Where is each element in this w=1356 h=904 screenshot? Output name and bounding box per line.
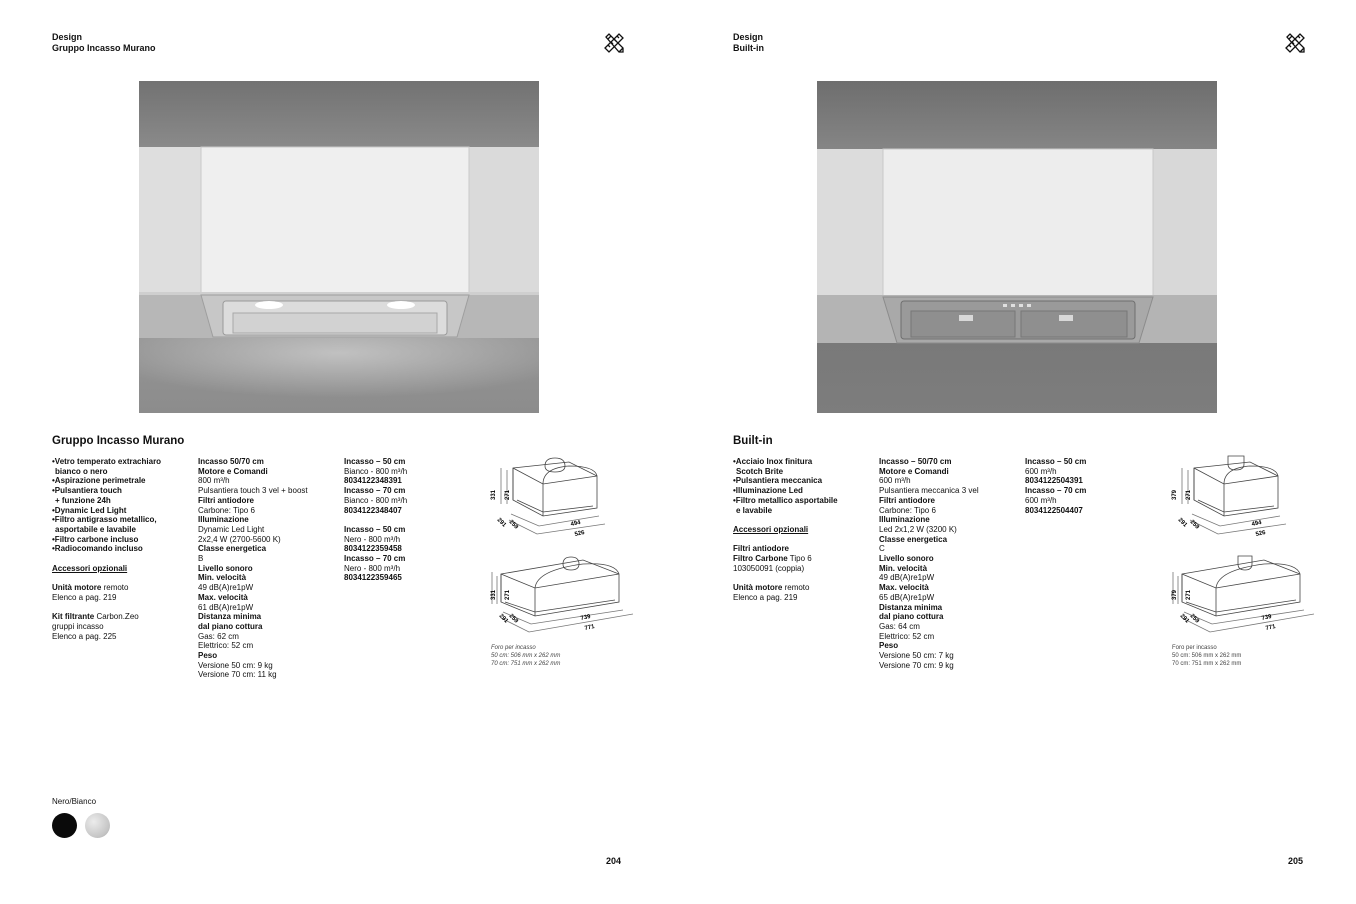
- feature-item: •Filtro carbone incluso: [52, 534, 139, 544]
- spec-value: 49 dB(A)re1pW: [879, 573, 935, 583]
- spec-value: Pulsantiera touch 3 vel + boost: [198, 486, 308, 496]
- accessory-kit-filtrante: Kit filtrante Carbon.Zeo: [52, 612, 139, 622]
- left-specs: [198, 457, 348, 680]
- accessory-unita-motore: Unità motore remoto: [52, 583, 129, 593]
- spec-label: Min. velocità: [879, 563, 928, 573]
- accessori-heading: Accessori opzionali: [52, 563, 128, 573]
- right-header-line2: Built-in: [733, 43, 764, 53]
- pencil-ruler-icon: [603, 32, 625, 54]
- spec-label: Illuminazione: [879, 515, 930, 525]
- spec-value: 61 dB(A)re1pW: [198, 602, 254, 612]
- left-codes: [344, 457, 494, 583]
- dim-height-inner: 271: [505, 589, 511, 600]
- dim-height-inner: 271: [1186, 589, 1192, 600]
- foro-note: [1172, 644, 1241, 668]
- right-features: [733, 457, 883, 603]
- feature-item: •Illuminazione Led: [733, 486, 803, 496]
- feature-item: •Pulsantiera touch: [52, 486, 122, 496]
- spec-value: Elettrico: 52 cm: [198, 641, 254, 651]
- technical-drawing-70cm: [1168, 554, 1318, 636]
- spec-label: Max. velocità: [879, 583, 929, 593]
- product-photo-gruppo-incasso-murano: [139, 81, 539, 413]
- feature-item: •Dynamic Led Light: [52, 505, 127, 515]
- feature-item: •Vetro temperato extrachiaro: [52, 457, 162, 466]
- right-header: [733, 32, 764, 54]
- spec-value: Carbone: Tipo 6: [198, 505, 255, 515]
- dim-width-inner: 494: [570, 520, 582, 528]
- dim-width-outer: 526: [574, 530, 586, 538]
- spec-value: Dynamic Led Light: [198, 524, 265, 534]
- spec-value: Pulsantiera meccanica 3 vel: [879, 486, 979, 496]
- dim-width-inner: 739: [1261, 614, 1273, 622]
- spec-value: 49 dB(A)re1pW: [198, 583, 254, 593]
- dim-height-outer: 379: [1172, 589, 1178, 600]
- dim-depth-outer: 291: [497, 613, 509, 625]
- spec-label: Max. velocità: [198, 592, 248, 602]
- spec-label: Motore e Comandi: [198, 466, 268, 476]
- spec-value: Gas: 62 cm: [198, 631, 239, 641]
- foro-note: [491, 644, 560, 668]
- technical-drawing-50cm: [1168, 454, 1318, 544]
- spec-value: 600 m³/h: [879, 476, 911, 486]
- code-desc: 600 m³/h: [1025, 466, 1057, 476]
- finish-label: Nero/Bianco: [52, 797, 97, 806]
- accessori-heading: Accessori opzionali: [733, 524, 809, 534]
- product-photo-built-in: [817, 81, 1217, 413]
- dim-depth-inner: 259: [1188, 519, 1200, 531]
- foro-title: Foro per incasso: [1172, 645, 1217, 651]
- code-title: Incasso – 50 cm: [1025, 457, 1087, 466]
- dim-height-outer: 331: [491, 589, 497, 600]
- code-desc: Bianco - 800 m³/h: [344, 466, 408, 476]
- spec-value: Carbone: Tipo 6: [879, 505, 936, 515]
- accessory-filtro-carbone: Filtro Carbone Tipo 6: [733, 554, 812, 563]
- code-title: Incasso – 50 cm: [344, 457, 406, 466]
- dim-depth-outer: 291: [1178, 613, 1190, 625]
- spec-label: Filtri antiodore: [198, 495, 254, 505]
- ean-code: 8034122359465: [344, 573, 402, 583]
- dim-height-inner: 271: [505, 489, 511, 500]
- finish-swatch-nero: [52, 813, 77, 838]
- spec-title: Incasso 50/70 cm: [198, 457, 264, 466]
- finish-swatch-bianco: [85, 813, 110, 838]
- feature-item: •Radiocomando incluso: [52, 544, 143, 554]
- spec-value: Gas: 64 cm: [879, 621, 920, 631]
- spec-value: C: [879, 544, 885, 554]
- spec-value: Versione 50 cm: 9 kg: [198, 660, 273, 670]
- accessory-ref: Elenco a pag. 219: [52, 592, 117, 602]
- spec-label: Peso: [198, 651, 218, 661]
- right-header-line1: Design: [733, 32, 764, 42]
- code-desc: Nero - 800 m³/h: [344, 534, 401, 544]
- spec-label: dal piano cottura: [879, 612, 944, 622]
- spec-label: Classe energetica: [879, 534, 948, 544]
- feature-item: •Filtro metallico asportabile: [733, 495, 838, 505]
- dim-height-outer: 331: [491, 489, 497, 500]
- dim-width-outer: 771: [1265, 624, 1277, 632]
- dim-depth-outer: 291: [495, 517, 507, 529]
- left-header: [52, 32, 156, 54]
- dim-height-outer: 379: [1172, 489, 1178, 500]
- feature-item: •Aspirazione perimetrale: [52, 476, 146, 486]
- accessory-ref: Elenco a pag. 225: [52, 631, 117, 641]
- feature-item: •Pulsantiera meccanica: [733, 476, 823, 486]
- technical-drawing-70cm: [487, 554, 637, 636]
- spec-value: Versione 50 cm: 7 kg: [879, 651, 954, 661]
- code-desc: Bianco - 800 m³/h: [344, 495, 408, 505]
- ean-code: 8034122348391: [344, 476, 402, 486]
- dim-height-inner: 271: [1186, 489, 1192, 500]
- ean-code: 8034122504391: [1025, 476, 1083, 486]
- feature-item: Scotch Brite: [736, 466, 784, 476]
- spec-title: Incasso – 50/70 cm: [879, 457, 952, 466]
- code-title: Incasso – 70 cm: [344, 554, 406, 564]
- page-number-right: 205: [1288, 856, 1304, 866]
- dim-width-inner: 739: [580, 614, 592, 622]
- foro-70: 70 cm: 751 mm x 262 mm: [491, 661, 561, 667]
- foro-50: 50 cm: 506 mm x 262 mm: [491, 653, 561, 659]
- spec-label: Livello sonoro: [879, 554, 934, 564]
- spec-value: Elettrico: 52 cm: [879, 631, 935, 641]
- feature-item: •Acciaio Inox finitura: [733, 457, 813, 466]
- dim-depth-inner: 259: [507, 519, 519, 531]
- feature-item: bianco o nero: [55, 466, 108, 476]
- left-header-line2: Gruppo Incasso Murano: [52, 43, 156, 53]
- code-title: Incasso – 70 cm: [1025, 486, 1087, 496]
- accessory-code: 103050091 (coppia): [733, 563, 805, 573]
- dim-width-inner: 494: [1251, 520, 1263, 528]
- left-product-title: Gruppo Incasso Murano: [52, 435, 185, 447]
- spec-label: Distanza minima: [879, 602, 943, 612]
- feature-item: e lavabile: [736, 505, 773, 515]
- spec-value: 800 m³/h: [198, 476, 230, 486]
- code-title: Incasso – 70 cm: [344, 486, 406, 496]
- accessory-kit-line: gruppi incasso: [52, 621, 104, 631]
- spec-label: Illuminazione: [198, 515, 249, 525]
- dim-depth-inner: 259: [1188, 613, 1200, 625]
- code-desc: Nero - 800 m³/h: [344, 563, 401, 573]
- pencil-ruler-icon: [1284, 32, 1306, 54]
- spec-value: 65 dB(A)re1pW: [879, 592, 935, 602]
- ean-code: 8034122359458: [344, 544, 402, 554]
- dim-depth-inner: 259: [507, 613, 519, 625]
- left-header-line1: Design: [52, 32, 83, 42]
- spec-value: Led 2x1,2 W (3200 K): [879, 524, 957, 534]
- spec-label: dal piano cottura: [198, 621, 263, 631]
- spec-label: Filtri antiodore: [879, 495, 935, 505]
- right-product-title: Built-in: [733, 435, 773, 447]
- dim-width-outer: 771: [584, 624, 596, 632]
- right-codes: [1025, 457, 1175, 515]
- dim-width-outer: 526: [1255, 530, 1267, 538]
- dim-depth-outer: 291: [1176, 517, 1188, 529]
- spec-label: Classe energetica: [198, 544, 267, 554]
- spec-value: Versione 70 cm: 11 kg: [198, 670, 277, 680]
- spec-label: Min. velocità: [198, 573, 247, 583]
- foro-50: 50 cm: 506 mm x 262 mm: [1172, 653, 1242, 659]
- ean-code: 8034122348407: [344, 505, 402, 515]
- spec-value: Versione 70 cm: 9 kg: [879, 660, 954, 670]
- feature-item: asportabile e lavabile: [55, 524, 136, 534]
- accessory-filtri-label: Filtri antiodore: [733, 544, 789, 554]
- code-title: Incasso – 50 cm: [344, 524, 406, 534]
- feature-item: •Filtro antigrasso metallico,: [52, 515, 157, 525]
- left-features: [52, 457, 202, 641]
- spec-label: Motore e Comandi: [879, 466, 949, 476]
- page-number-left: 204: [606, 856, 622, 866]
- foro-70: 70 cm: 751 mm x 262 mm: [1172, 661, 1242, 667]
- technical-drawing-50cm: [487, 454, 637, 544]
- spec-label: Peso: [879, 641, 899, 651]
- spec-label: Livello sonoro: [198, 563, 253, 573]
- right-specs: [879, 457, 1029, 670]
- spec-value: 2x2,4 W (2700-5600 K): [198, 534, 281, 544]
- foro-title: Foro per incasso: [491, 645, 536, 651]
- accessory-unita-motore: Unità motore remoto: [733, 583, 810, 593]
- ean-code: 8034122504407: [1025, 505, 1083, 515]
- accessory-ref: Elenco a pag. 219: [733, 592, 798, 602]
- code-desc: 600 m³/h: [1025, 495, 1057, 505]
- spec-label: Distanza minima: [198, 612, 262, 622]
- feature-item: + funzione 24h: [55, 495, 111, 505]
- spec-value: B: [198, 554, 204, 564]
